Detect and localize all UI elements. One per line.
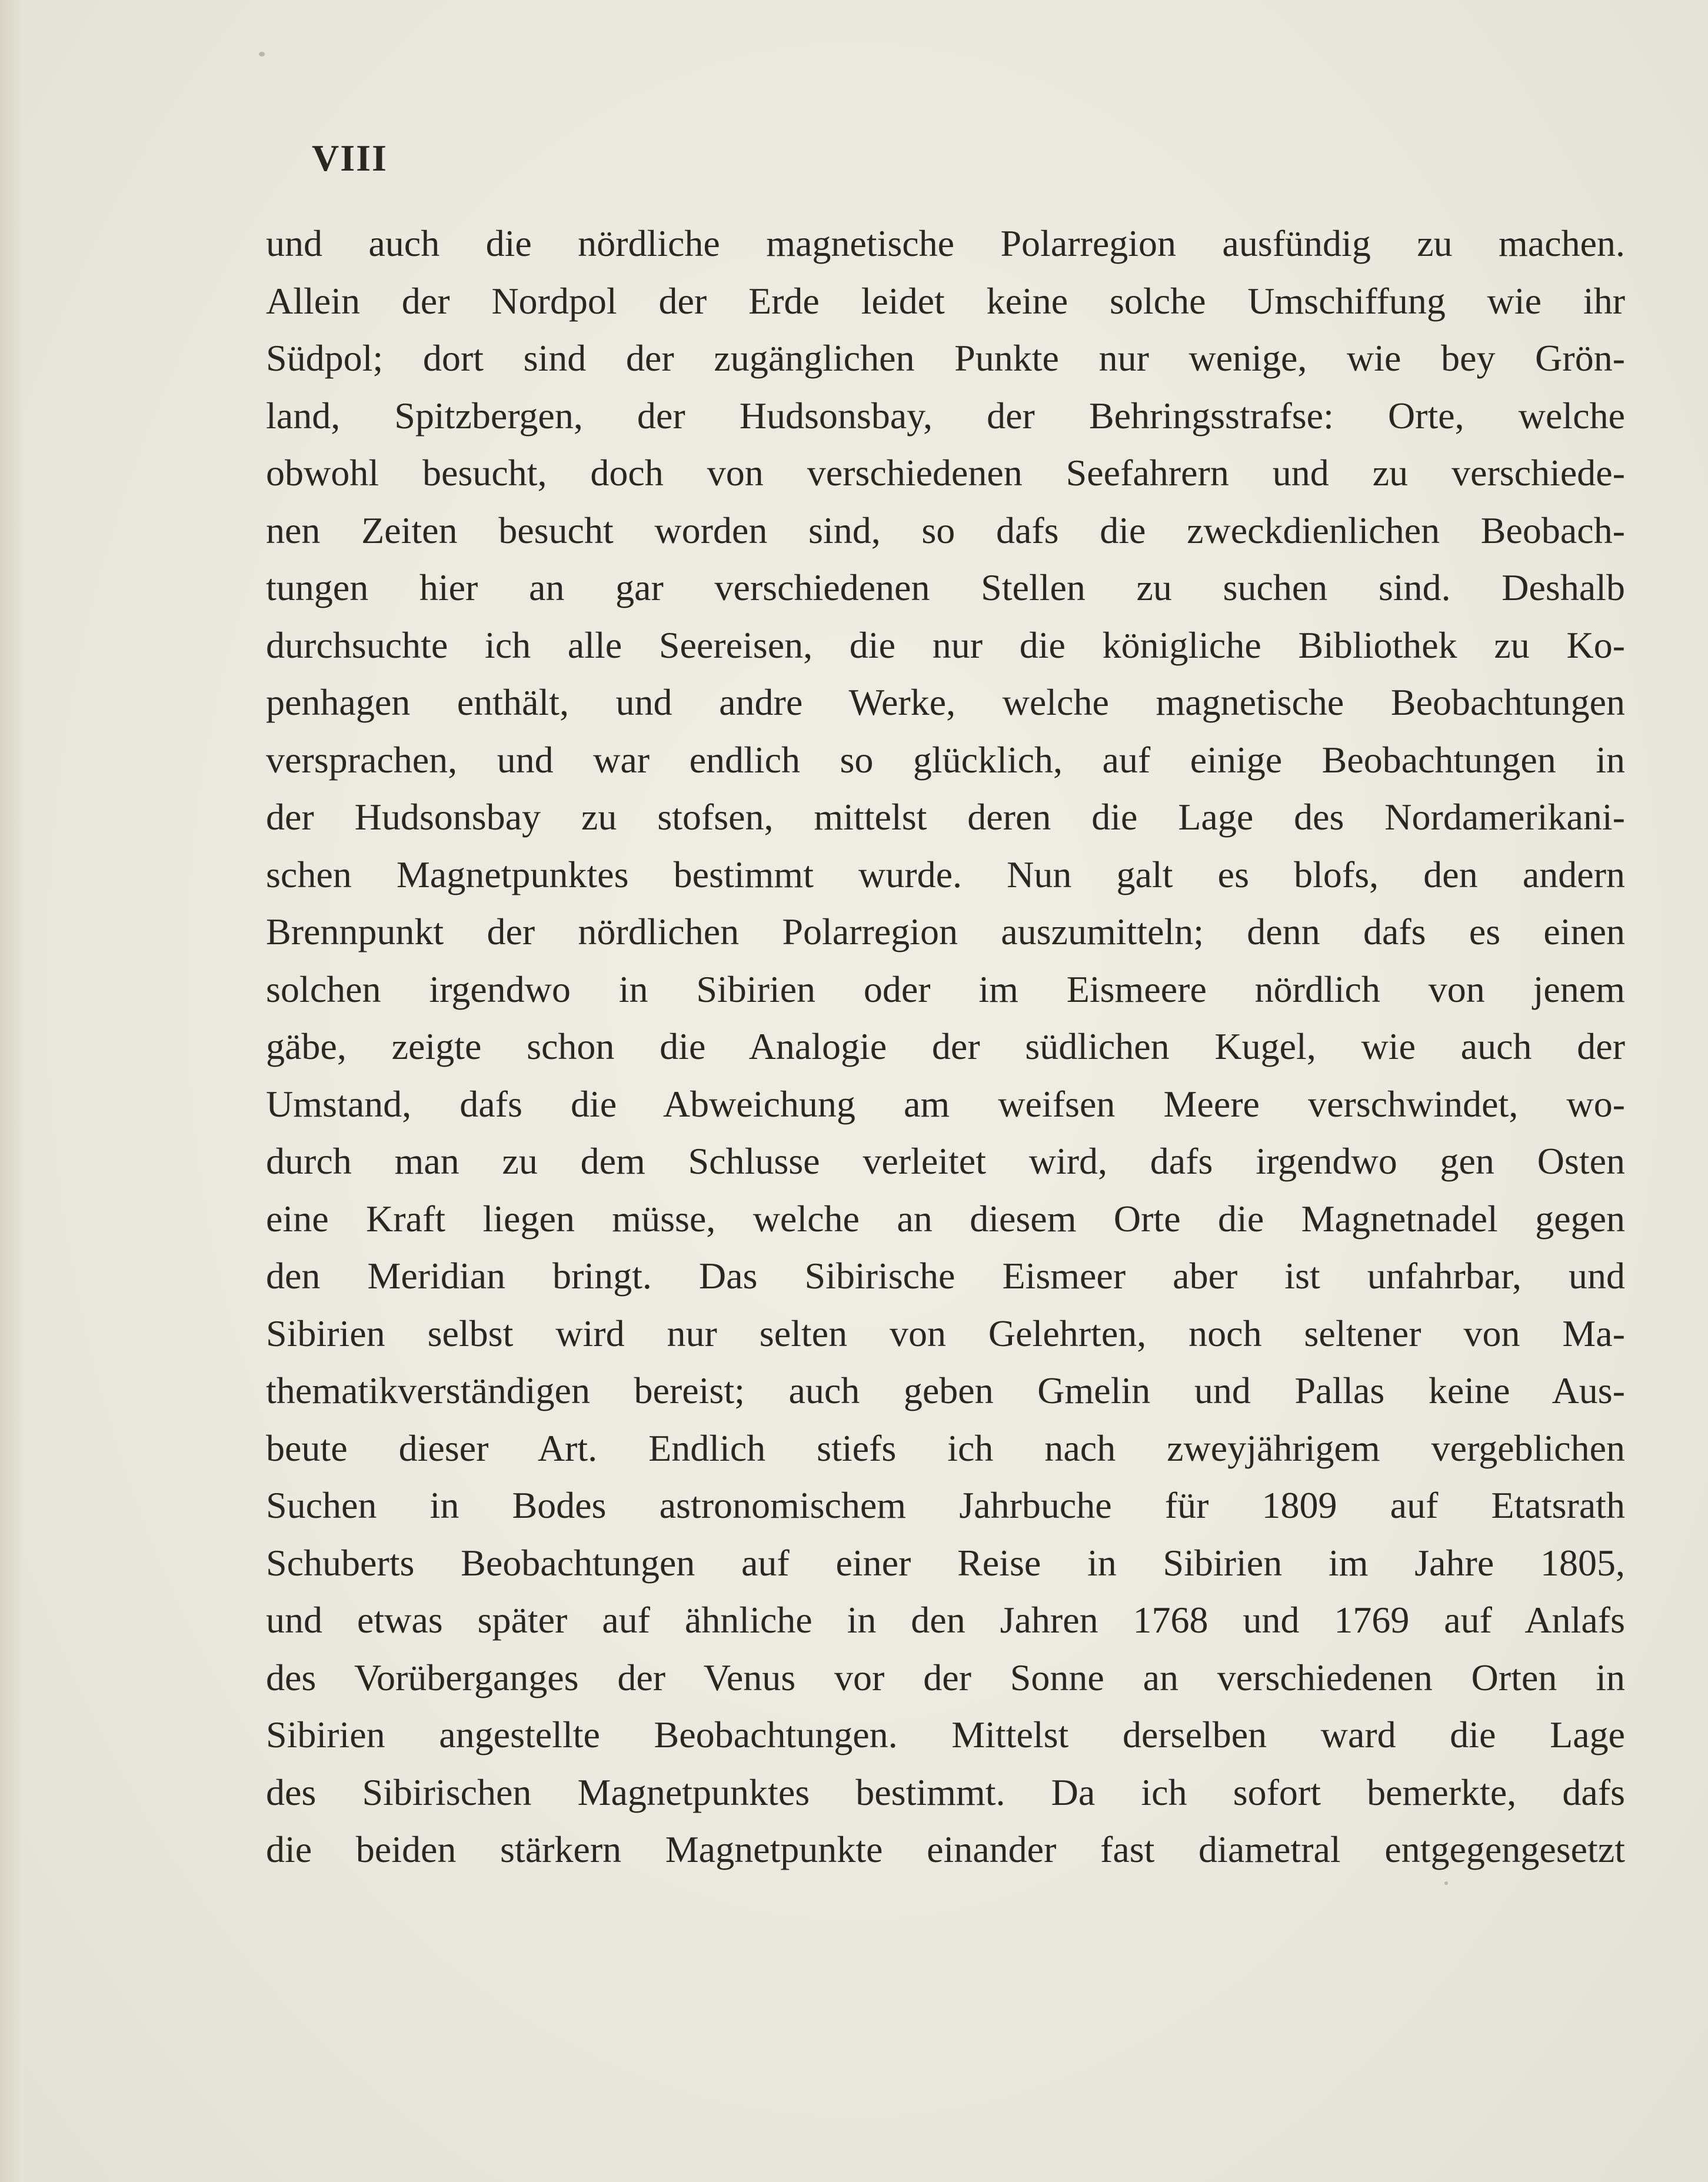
text-line: schen Magnetpunktes bestimmt wurde. Nun galt es blofs, den andern	[266, 853, 1625, 895]
text-line: des Sibirischen Magnetpunktes bestimmt. Da ich sofort bemerkte, dafs	[266, 1771, 1625, 1813]
text-line: penhagen enthält, und andre Werke, welche magnetische Beobachtungen	[266, 681, 1625, 723]
text-line: die beiden stärkern Magnetpunkte einander fast diametral entgegengesetzt	[266, 1828, 1625, 1870]
text-line: den Meridian bringt. Das Sibirische Eismeer aber ist unfahrbar, und	[266, 1255, 1625, 1297]
text-line: eine Kraft liegen müsse, welche an diesem Orte die Magnetnadel gegen	[266, 1197, 1625, 1240]
text-line: und etwas später auf ähnliche in den Jahren 1768 und 1769 auf Anlafs	[266, 1599, 1625, 1641]
text-line: nen Zeiten besucht worden sind, so dafs die zweckdienlichen Beobach-	[266, 509, 1625, 551]
paper-speck	[1444, 1881, 1448, 1885]
page-edge	[0, 0, 24, 2182]
text-line: durchsuchte ich alle Seereisen, die nur die königliche Bibliothek zu Ko-	[266, 624, 1625, 666]
text-line: und auch die nördliche magnetische Polarregion ausfündig zu machen.	[266, 222, 1625, 264]
text-line: obwohl besucht, doch von verschiedenen Seefahrern und zu verschiede-	[266, 452, 1625, 494]
text-line: der Hudsonsbay zu stofsen, mittelst deren die Lage des Nordamerikani-	[266, 796, 1625, 838]
text-line: land, Spitzbergen, der Hudsonsbay, der Behringsstrafse: Orte, welche	[266, 394, 1625, 437]
text-line: thematikverständigen bereist; auch geben Gmelin und Pallas keine Aus-	[266, 1370, 1625, 1411]
text-line: Sibirien selbst wird nur selten von Gelehrten, noch seltener von Ma-	[266, 1312, 1625, 1354]
text-line: Südpol; dort sind der zugänglichen Punkte nur wenige, wie bey Grön-	[266, 337, 1625, 379]
text-line: gäbe, zeigte schon die Analogie der südlichen Kugel, wie auch der	[266, 1025, 1625, 1067]
text-line: beute dieser Art. Endlich stiefs ich nach zweyjährigem vergeblichen	[266, 1427, 1625, 1469]
paper-speck	[259, 52, 265, 56]
text-line: versprachen, und war endlich so glücklich, auf einige Beobachtungen in	[266, 738, 1625, 781]
text-line: Sibirien angestellte Beobachtungen. Mittelst derselben ward die Lage	[266, 1714, 1625, 1755]
text-line: des Vorüberganges der Venus vor der Sonne an verschiedenen Orten in	[266, 1656, 1625, 1698]
text-line: Schuberts Beobachtungen auf einer Reise in Sibirien im Jahre 1805,	[266, 1541, 1625, 1584]
text-line: Brennpunkt der nördlichen Polarregion auszumitteln; denn dafs es einen	[266, 911, 1625, 952]
text-line: Allein der Nordpol der Erde leidet keine solche Umschiffung wie ihr	[266, 279, 1625, 322]
body-text	[266, 215, 1625, 1878]
page-number: VIII	[312, 137, 388, 179]
text-line: Suchen in Bodes astronomischem Jahrbuche für 1809 auf Etatsrath	[266, 1484, 1625, 1526]
text-line: durch man zu dem Schlusse verleitet wird, dafs irgendwo gen Osten	[266, 1140, 1625, 1182]
text-line: Umstand, dafs die Abweichung am weifsen Meere verschwindet, wo-	[266, 1082, 1625, 1125]
text-line: solchen irgendwo in Sibirien oder im Eismeere nördlich von jenem	[266, 968, 1625, 1010]
text-line: tungen hier an gar verschiedenen Stellen zu suchen sind. Deshalb	[266, 567, 1625, 608]
